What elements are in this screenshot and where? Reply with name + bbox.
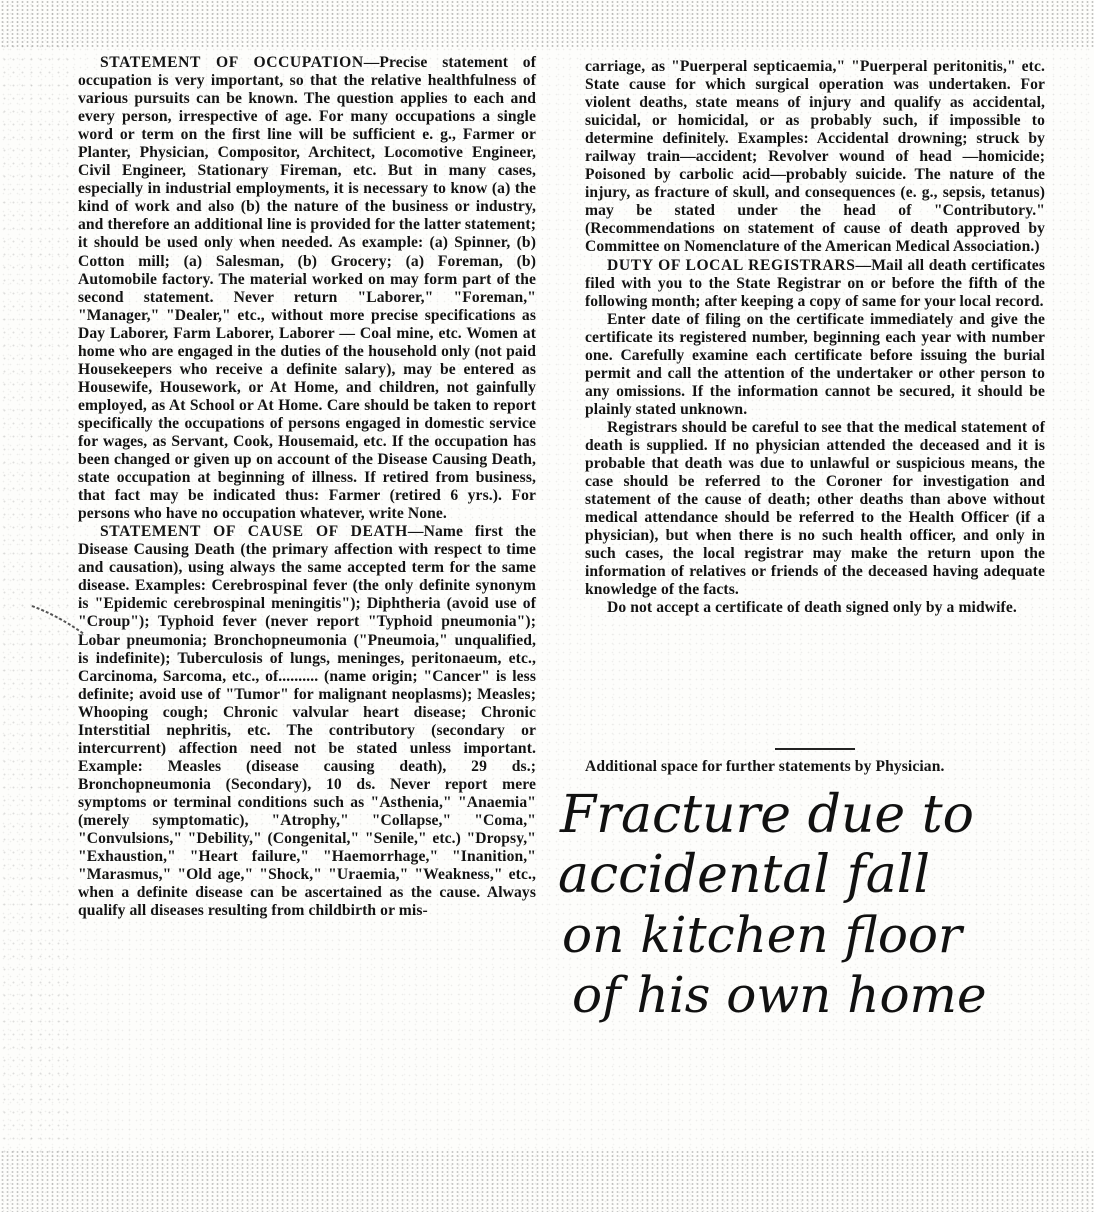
margin-pencil-mark [28,600,88,640]
cause-of-death-paragraph [78,523,536,920]
continuation-paragraph: carriage, as "Puerperal septicaemia," "Puerperal peritonitis," etc. State cause for which surgical operation was undertaken. For violent deaths, state means of injury and qualify as accidental, suicidal, or homicidal, or as probably such, if impossible to determine definitely. Examples: Accidental drowning; struck by railway train—accident; Revolver wound of head —homicide; Poisoned by carbolic acid—probably suicide. The nature of the injury, as fracture of skull, and consequences (e. g., sepsis, tetanus) may be stated under the head of "Contributory." (Recommendations on statement of cause of death approved by Committee on Nomenclature of the American Medical Association.) [585,58,1045,256]
occupation-heading: STATEMENT OF OCCUPATION [100,54,364,71]
registrars-body: —Mail all death certificates filed with you to the State Registrar on or before the fifth of the following month; after keeping a copy of same for your local record. [585,256,1045,310]
handwriting-line-1: Fracture due to [560,785,974,845]
instructions-left-column [78,54,536,1144]
midwife-paragraph: Do not accept a certificate of death signed only by a midwife. [607,599,1017,617]
handwriting-line-3: on kitchen floor [562,906,962,964]
occupation-paragraph [78,54,536,523]
filing-paragraph: Enter date of filing on the certificate immediately and give the certificate its registered number, beginning each year with number one. Carefully examine each certificate before issuing the burial permit and call the attention of the undertaker or other person to any omissions. If the information cannot be secured, it should be plainly stated unknown. [585,310,1045,418]
cause-of-death-body: —Name first the Disease Causing Death (the primary affection with respect to time and causation), using always the same accepted term for the same disease. Examples: Cerebrospinal fever (the only definite synonym is "Epidemic cerebrospinal meningitis"); Diphtheria (avoid use of "Croup"); Typhoid fever (never report "Typhoid pneumonia"); Lobar pneumonia; Bronchopneumonia ("Pneumoia," unqualified, is indefinite); Tuberculosis of lungs, meninges, peritonaeum, etc., Carcinoma, Sarcoma, etc., of.......... (name origin; "Cancer" is less definite; avoid use of "Tumor" for malignant neoplasms); Measles; Whooping cough; Chronic valvular heart disease; Chronic Interstitial nephritis, etc. The contributory (secondary or intercurrent) affection need not be stated unless important. Example: Measles (disease causing death), 29 ds.; Bronchopneumonia (Secondary), 10 ds. Never report mere symptoms or terminal conditions such as "Asthenia," "Anaemia" (merely symptomatic), "Atrophy," "Collapse," "Coma," "Convulsions," "Debility," (Congenital," "Senile," etc.) "Dropsy," "Exhaustion," "Heart failure," "Haemorrhage," "Inanition," "Marasmus," "Old age," "Shock," "Uraemia," "Weakness," etc., when a definite disease can be ascertained as the cause. Always qualify all diseases resulting from childbirth or mis- [78,523,536,920]
section-divider [775,748,855,750]
handwriting-line-2: accidental fall [558,845,930,905]
handwriting-line-4: of his own home [572,966,987,1024]
instructions-right-column [585,58,1045,748]
occupation-body: —Precise statement of occupation is very important, so that the relative healthfulness of various pursuits can be known. The question applies to each and every person, irrespective of age. For many occupations a single word or term on the first line will be sufficient e. g., Farmer or Planter, Physician, Compositor, Architect, Locomotive Engineer, Civil Engineer, Stationary Fireman, etc. But in many cases, especially in industrial employments, it is necessary to know (a) the kind of work and also (b) the nature of the business or industry, and therefore an additional line is provided for the latter statement; it should be used only when needed. As example: (a) Spinner, (b) Cotton mill; (a) Salesman, (b) Grocery; (a) Foreman, (b) Automobile factory. The material worked on may form part of the second statement. Never return "Laborer," "Foreman," "Manager," "Dealer," etc., without more precise specifications as Day Laborer, Farm Laborer, Laborer — Coal mine, etc. Women at home who are engaged in the duties of the household only (not paid Housekeepers who receive a definite salary), may be entered as Housewife, Housework, or At Home, and children, not gainfully employed, as At School or At Home. Care should be taken to report specifically the occupations of persons engaged in domestic service for wages, as Servant, Cook, Housemaid, etc. If the occupation has been changed or given up on account of the Disease Causing Death, state occupation at beginning of illness. If retired from business, that fact may be indicated thus: Farmer (retired 6 yrs.). For persons who have no occupation whatever, write None. [78,54,536,523]
scan-noise-bottom [0,1150,1094,1212]
registrars-careful-paragraph: Registrars should be careful to see that the medical statement of death is supplied. If no physician attended the deceased and it is probable that death was due to unlawful or suspicious means, the case should be referred to the Coroner for investigation and statement of the cause of death; other deaths than above without medical attendance should be referred to the Health Officer (if a physician), but when there is no such health officer, and only in such cases, the local registrar may make the return upon the information of relatives or friends of the deceased having adequate knowledge of the facts. [585,418,1045,599]
registrars-paragraph [585,257,1045,311]
handwritten-physician-statement [548,780,1088,1040]
cause-of-death-heading: STATEMENT OF CAUSE OF DEATH [100,523,408,541]
scan-noise-top [0,0,1094,48]
additional-space-label: Additional space for further statements by Physician. [585,758,945,775]
registrars-heading: DUTY OF LOCAL REGISTRARS [607,256,856,274]
